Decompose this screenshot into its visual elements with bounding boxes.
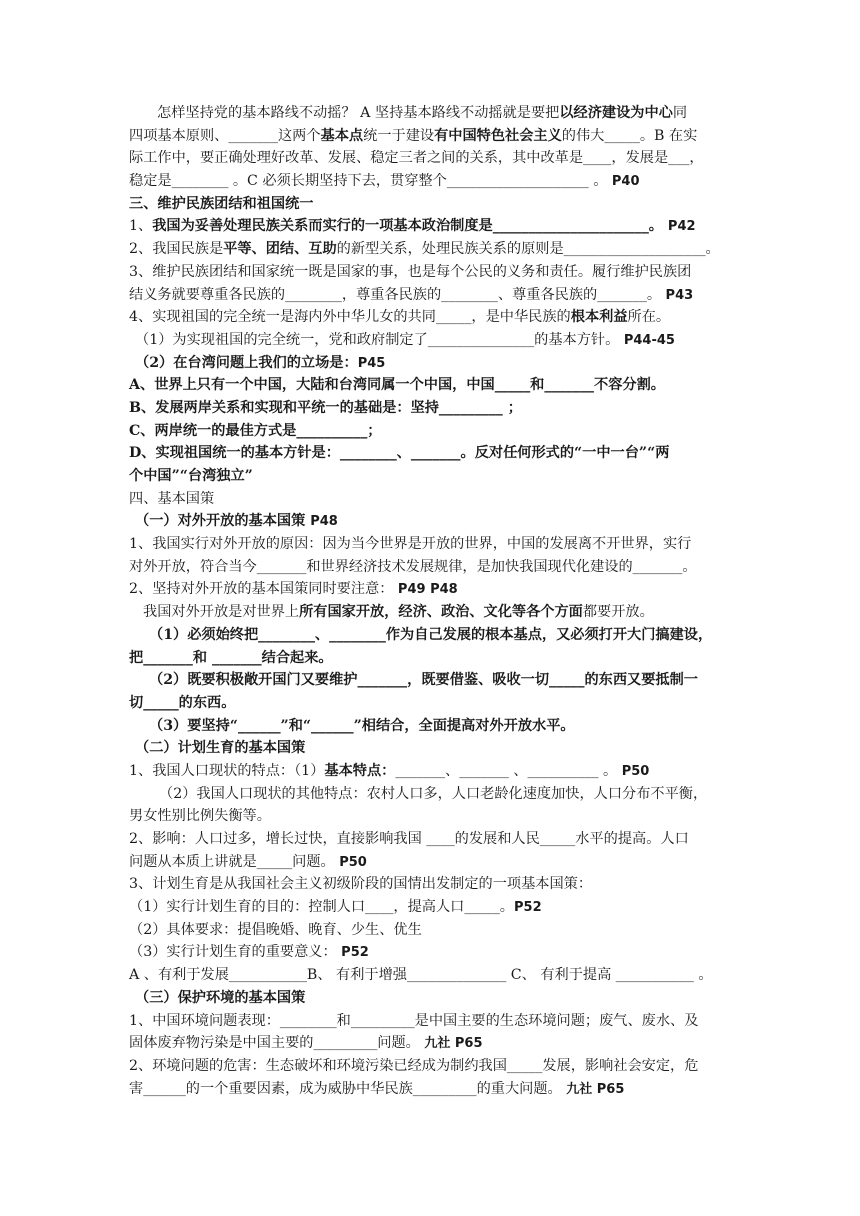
text-span: 4、实现祖国的完全统一是海内外中华儿女的共同_____，是中华民族的 (129, 309, 571, 326)
text-line (129, 873, 735, 896)
text-line (129, 147, 735, 170)
bold-text: 把_______和 _______结合起来。 (129, 649, 333, 666)
page-reference: P45 (357, 355, 386, 371)
text-span: 都要开放。 (582, 604, 654, 621)
text-span: 同 (672, 105, 688, 121)
text-line (129, 329, 735, 352)
text-line (129, 715, 735, 738)
text-line (129, 601, 735, 624)
bold-text: B、发展两岸关系和实现和平统一的基础是：坚持_________ ； (129, 399, 522, 416)
bold-text: 以经济建设为中心 (559, 105, 673, 121)
text-span: 稳定是________ 。C 必须长期坚持下去，贯穿整个____________________ 。 (129, 173, 612, 190)
text-line (129, 578, 735, 601)
text-line (129, 533, 735, 556)
text-line (129, 125, 735, 148)
bold-text: 根本利益 (570, 309, 628, 326)
text-span: 的伟大_____。B 在实 (561, 127, 698, 144)
text-line (129, 170, 735, 193)
text-line (129, 1078, 735, 1101)
text-line (129, 442, 735, 465)
text-span: 2、影响：人口过多，增长过快，直接影响我国 ____的发展和人民_____水平的提高。人口 (129, 831, 689, 847)
text-line (129, 896, 735, 919)
text-span: 害______的一个重要因素，成为威胁中华民族_________的重大问题。 (129, 1080, 567, 1097)
text-span: 际工作中，要正确处理好改革、发展、稳定三者之间的关系，其中改革是____，发展是___， (129, 150, 704, 167)
text-line (129, 306, 735, 329)
text-line (129, 669, 735, 692)
text-span: 怎样坚持党的基本路线不动摇？ A 坚持基本路线不动摇就是要把 (157, 105, 560, 121)
text-span: _______、_______ 、__________ 。 (395, 762, 622, 779)
bold-text: C、两岸统一的最佳方式是__________； (129, 422, 382, 439)
text-line (129, 556, 735, 579)
bold-text: 我国为妥善处理民族关系而实行的一项基本政治制度是______________________。 (152, 218, 668, 235)
page-reference: P48 (310, 514, 338, 530)
text-line (129, 647, 735, 670)
text-span: （3）实行计划生育的重要意义： (129, 944, 342, 961)
text-line (129, 828, 735, 851)
text-span: 我国对外开放是对世界上 (143, 604, 300, 621)
text-span: 四、基本国策 (129, 490, 215, 507)
text-line (129, 919, 735, 942)
text-span: 1、中国环境问题表现：________和_________是中国主要的生态环境问题；废气、废水、及 (129, 1012, 699, 1029)
page-reference: P43 (665, 287, 694, 303)
bold-text: （二）计划生育的基本国策 (135, 740, 306, 757)
text-line (129, 1055, 735, 1078)
bold-text: （三）保护环境的基本国策 (135, 989, 306, 1006)
text-line (129, 783, 735, 806)
text-line (129, 510, 735, 533)
text-line (129, 215, 735, 238)
bold-text: （1）必须始终把________、________作为自己发展的根本基点，又必须打开大门搞建设， (149, 626, 713, 643)
page-reference: P50 (621, 763, 650, 779)
text-span: 3、维护民族团结和国家统一既是国家的事，也是每个公民的义务和责任。履行维护民族团 (129, 263, 692, 280)
text-span: 统一于建设 (363, 127, 435, 144)
bold-text: （3）要坚持“______”和“______”相结合，全面提高对外开放水平。 (149, 717, 575, 734)
page-reference: 九社 P65 (566, 1081, 625, 1097)
text-span: 2、环境问题的危害：生态破坏和环境污染已经成为制约我国_____发展，影响社会安定，危 (129, 1057, 699, 1074)
page-reference: P52 (514, 900, 542, 916)
text-line (129, 102, 735, 125)
document-body (129, 102, 735, 1100)
text-span: （2）具体要求：提倡晚婚、晚育、少生、优生 (129, 921, 422, 938)
bold-text: 有中国特色社会主义 (434, 127, 562, 144)
page-reference: P42 (667, 219, 696, 235)
text-span: 1、我国实行对外开放的原因：因为当今世界是开放的世界，中国的发展离不开世界，实行 (129, 536, 692, 553)
text-span: 四项基本原则、_______这两个 (129, 127, 321, 144)
bold-text: 平等、团结、互助 (223, 241, 337, 258)
text-span: 2、我国民族是 (129, 241, 224, 258)
page-reference: P44-45 (623, 332, 675, 348)
text-span: 3、计划生育是从我国社会主义初级阶段的国情出发制定的一项基本国策： (129, 876, 593, 893)
text-line (129, 760, 735, 783)
page-reference: P52 (341, 945, 369, 961)
bold-text: 基本点 (320, 127, 364, 144)
bold-text: 三、维护民族团结和祖国统一 (129, 195, 314, 212)
bold-text: 个中国”“台湾独立” (129, 468, 253, 484)
text-line (129, 261, 735, 284)
text-line (129, 1010, 735, 1033)
text-line (129, 737, 735, 760)
text-span: A 、有利于发展___________B、 有利于增强______________ C、 有利于提高 ___________ 。 (129, 967, 713, 984)
text-line (129, 420, 735, 443)
bold-text: D、实现祖国统一的基本方针是：________、_______。反对任何形式的“一中一台”“两 (129, 445, 670, 462)
text-line (129, 1032, 735, 1055)
text-line (129, 987, 735, 1010)
bold-text: A、世界上只有一个中国，大陆和台湾同属一个中国，中国_____和_______不容分割。 (129, 377, 665, 394)
text-span: 对外开放，符合当今_______和世界经济技术发展规律，是加快我国现代化建设的_______。 (129, 558, 697, 575)
bold-text: （2）既要积极敞开国门又要维护_______，既要借鉴、吸收一切_____的东西又要抵制一 (149, 672, 698, 689)
bold-text: （2）在台湾问题上我们的立场是： (135, 354, 358, 371)
text-line (129, 624, 735, 647)
text-line (129, 397, 735, 420)
text-line (129, 238, 735, 261)
text-span: 2、坚持对外开放的基本国策同时要注意： (129, 581, 398, 598)
text-span: 所在。 (627, 309, 671, 326)
text-line (129, 193, 735, 216)
text-line (129, 805, 735, 828)
text-line (129, 465, 735, 488)
bold-text: （一）对外开放的基本国策 (135, 513, 311, 530)
text-span: 问题从本质上讲就是_____问题。 (129, 853, 340, 870)
text-span: 男女性别比例失衡等。 (129, 808, 271, 825)
text-line (129, 488, 735, 511)
text-span: 1、 (129, 218, 153, 235)
text-line (129, 692, 735, 715)
text-line (129, 374, 735, 397)
text-line (129, 851, 735, 874)
text-line (129, 941, 735, 964)
page-reference: P40 (611, 174, 640, 190)
text-span: 结义务就要尊重各民族的________，尊重各民族的________、尊重各民族的_______。 (129, 286, 666, 303)
text-span: 固体废弃物污染是中国主要的_________问题。 (129, 1035, 425, 1052)
text-line (129, 964, 735, 987)
page-reference: P49 P48 (397, 582, 458, 598)
page-reference: 九社 P65 (424, 1036, 483, 1052)
text-line (129, 284, 735, 307)
page-reference: P50 (339, 854, 367, 870)
text-span: 1、我国人口现状的特点：（1） (129, 762, 325, 779)
text-span: 的新型关系，处理民族关系的原则是____________________。 (336, 241, 720, 258)
bold-text: 所有国家开放，经济、政治、文化等各个方面 (299, 604, 583, 621)
text-line (129, 352, 735, 375)
text-span: （1）实行计划生育的目的：控制人口____，提高人口_____。 (129, 899, 514, 916)
text-span: （1）为实现祖国的完全统一，党和政府制定了_______________的基本方针。 (135, 331, 624, 348)
bold-text: 基本特点： (324, 762, 396, 779)
text-span: （2）我国人口现状的其他特点：农村人口多，人口老龄化速度加快，人口分布不平衡， (159, 785, 708, 802)
bold-text: 切_____的东西。 (129, 694, 236, 711)
